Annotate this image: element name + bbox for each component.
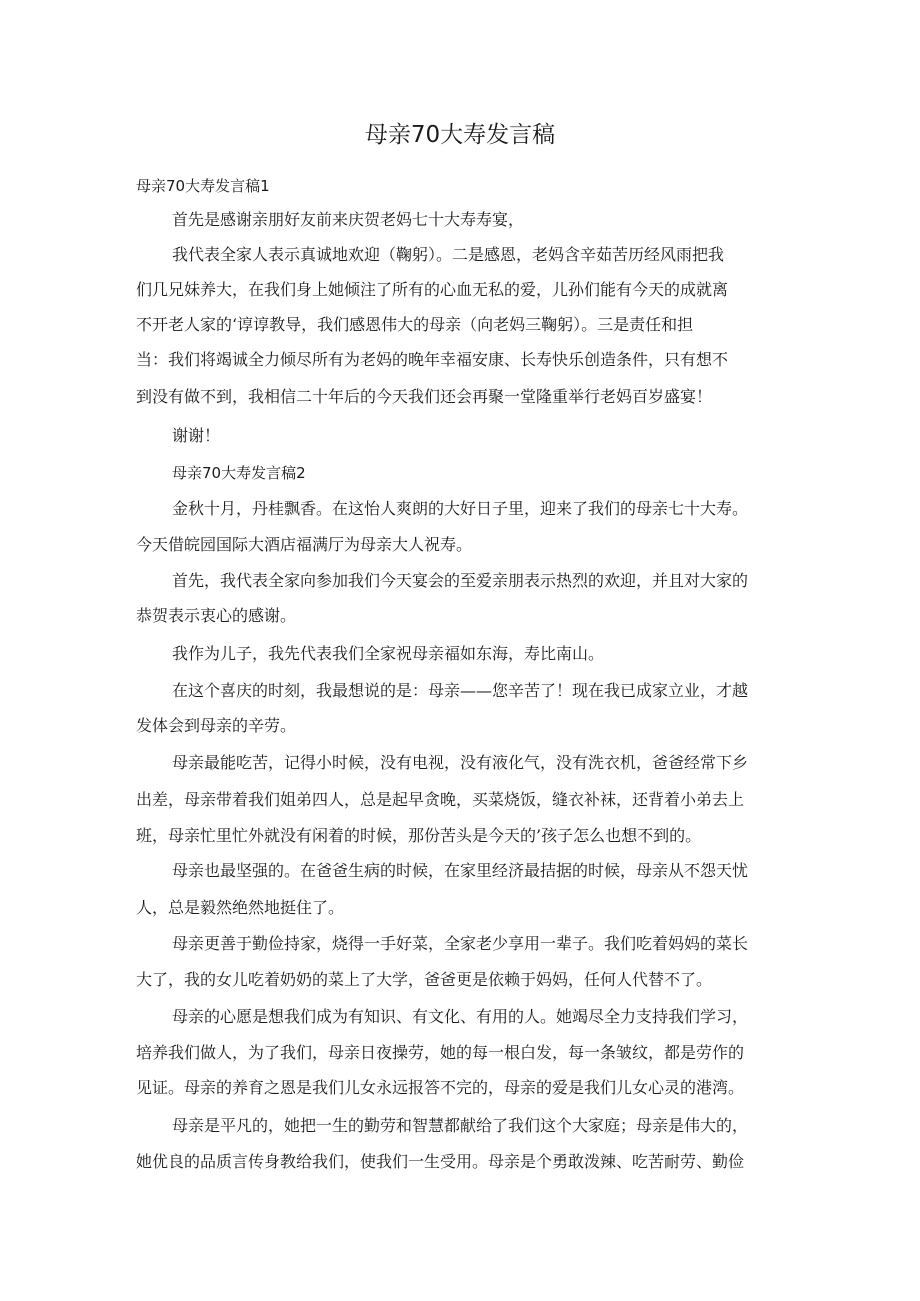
paragraph-line: 大了，我的女儿吃着奶奶的菜上了大学，爸爸更是依赖于妈妈，任何人代替不了。	[136, 970, 713, 989]
paragraph-line: 们几兄妹养大，在我们身上她倾注了所有的心血无私的爱，儿孙们能有今天的成就离	[136, 280, 729, 299]
paragraph-line: 她优良的品质言传身教给我们，使我们一生受用。母亲是个勇敢泼辣、吃苦耐劳、勤俭	[136, 1152, 745, 1171]
paragraph-line: 首先是感谢亲朋好友前来庆贺老妈七十大寿寿宴，	[172, 210, 525, 229]
paragraph-line: 不开老人家的‘谆谆教导，我们感恩伟大的母亲（向老妈三鞠躬）。三是责任和担	[136, 315, 694, 334]
paragraph-line: 出差，母亲带着我们姐弟四人，总是起早贪晚，买菜烧饭，缝衣补袜，还背着小弟去上	[136, 790, 745, 809]
paragraph-line: 母亲也最坚强的。在爸爸生病的时候，在家里经济最拮据的时候，母亲从不怨天忧	[172, 861, 749, 880]
paragraph-line: 谢谢！	[172, 426, 221, 445]
paragraph-line: 我作为儿子，我先代表我们全家祝母亲福如东海，寿比南山。	[172, 644, 605, 663]
paragraph-line: 我代表全家人表示真诚地欢迎（鞠躬）。二是感恩，老妈含辛茹苦历经风雨把我	[172, 245, 725, 264]
paragraph-line: 母亲的心愿是想我们成为有知识、有文化、有用的人。她竭尽全力支持我们学习，	[172, 1007, 749, 1026]
paragraph-line: 班，母亲忙里忙外就没有闲着的时候，那份苦头是今天的’孩子怎么也想不到的。	[136, 826, 702, 845]
paragraph-line: 恭贺表示衷心的感谢。	[136, 606, 297, 625]
paragraph-line: 母亲是平凡的，她把一生的勤劳和智慧都献给了我们这个大家庭；母亲是伟大的，	[172, 1116, 749, 1135]
paragraph-line: 人，总是毅然绝然地挺住了。	[136, 898, 345, 917]
paragraph-line: 到没有做不到，我相信二十年后的今天我们还会再聚一堂隆重举行老妈百岁盛宴！	[136, 387, 713, 406]
paragraph-line: 在这个喜庆的时刻，我最想说的是：母亲——您辛苦了！现在我已成家立业，才越	[172, 681, 749, 700]
section-heading: 母亲70大寿发言稿2	[172, 464, 306, 482]
paragraph-line: 今天借皖园国际大酒店福满厅为母亲大人祝寿。	[136, 535, 473, 554]
paragraph-line: 金秋十月，丹桂飘香。在这怡人爽朗的大好日子里，迎来了我们的母亲七十大寿。	[172, 499, 749, 518]
paragraph-line: 发体会到母亲的辛劳。	[136, 716, 297, 735]
section-heading: 母亲70大寿发言稿1	[136, 177, 270, 195]
paragraph-line: 培养我们做人，为了我们，母亲日夜操劳，她的每一根白发，每一条皱纹，都是劳作的	[136, 1043, 745, 1062]
paragraph-line: 母亲更善于勤俭持家，烧得一手好菜，全家老少享用一辈子。我们吃着妈妈的菜长	[172, 934, 749, 953]
paragraph-line: 见证。母亲的养育之恩是我们儿女永远报答不完的，母亲的爱是我们儿女心灵的港湾。	[136, 1078, 745, 1097]
paragraph-line: 母亲最能吃苦，记得小时候，没有电视，没有液化气，没有洗衣机，爸爸经常下乡	[172, 753, 749, 772]
paragraph-line: 首先，我代表全家向参加我们今天宴会的至爱亲朋表示热烈的欢迎，并且对大家的	[172, 571, 749, 590]
paragraph-line: 当：我们将竭诚全力倾尽所有为老妈的晚年幸福安康、长寿快乐创造条件，只有想不	[136, 350, 729, 369]
document-title: 母亲70大寿发言稿	[364, 122, 556, 148]
